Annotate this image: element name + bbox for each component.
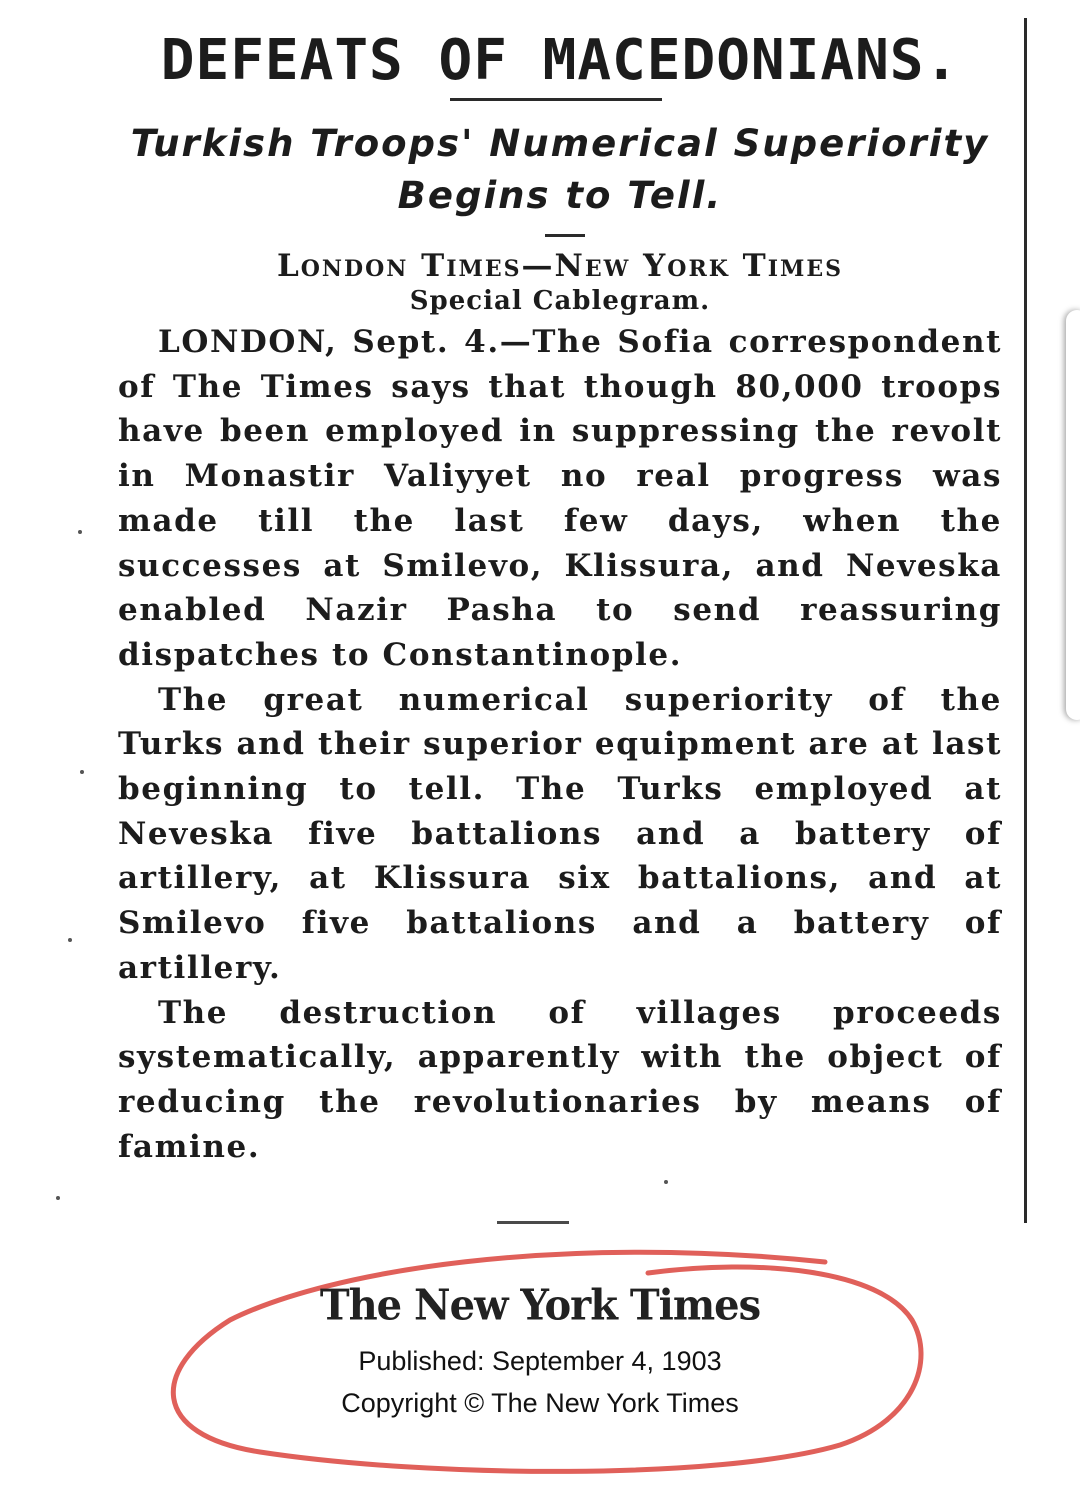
article-body bbox=[118, 320, 1002, 1169]
subhead-rule bbox=[545, 234, 585, 237]
headline-rule bbox=[450, 98, 662, 101]
published-date: Published: September 4, 1903 bbox=[358, 1346, 722, 1376]
wire-credit: London Times—New York Times bbox=[276, 248, 844, 284]
paragraph-2: The great numerical superiority of the Turks and their superior equipment are at last beginning to tell. The Turks employed at Neveska five battalions and a battery of artillery, at Klissura six battalions, and at Smilevo five battalions and a battery of artillery. bbox=[118, 681, 1002, 986]
print-speck bbox=[56, 1196, 60, 1200]
article-subhead bbox=[100, 118, 1020, 222]
subhead-line-1: Turkish Troops' Numerical Superiority bbox=[130, 122, 990, 165]
print-speck bbox=[664, 1180, 668, 1184]
column-rule bbox=[1024, 18, 1027, 1223]
article-headline: DEFEATS OF MACEDONIANS. bbox=[160, 28, 960, 93]
print-speck bbox=[68, 938, 72, 942]
special-cablegram: Special Cablegram. bbox=[409, 286, 711, 316]
nyt-logo: The New York Times bbox=[319, 1280, 761, 1331]
print-speck bbox=[78, 530, 82, 534]
paragraph-3: The destruction of villages proceeds systematically, apparently with the object of reducing the revolutionaries by means of famine. bbox=[118, 994, 1002, 1165]
paragraph-1: LONDON, Sept. 4.—The Sofia correspondent of The Times says that though 80,000 troops have been employed in suppressing the revolt in Monastir Valiyyet no real progress was made till the last few days, when the successes at Smilevo, Klissura, and Neveska enabled Nazir Pasha to send reassuring dispatches to Constantinople. bbox=[118, 324, 1002, 673]
end-rule bbox=[497, 1221, 569, 1224]
scrollbar-handle[interactable] bbox=[1066, 310, 1080, 720]
subhead-line-2: Begins to Tell. bbox=[397, 174, 723, 217]
print-speck bbox=[80, 770, 84, 774]
copyright-notice: Copyright © The New York Times bbox=[341, 1388, 739, 1418]
